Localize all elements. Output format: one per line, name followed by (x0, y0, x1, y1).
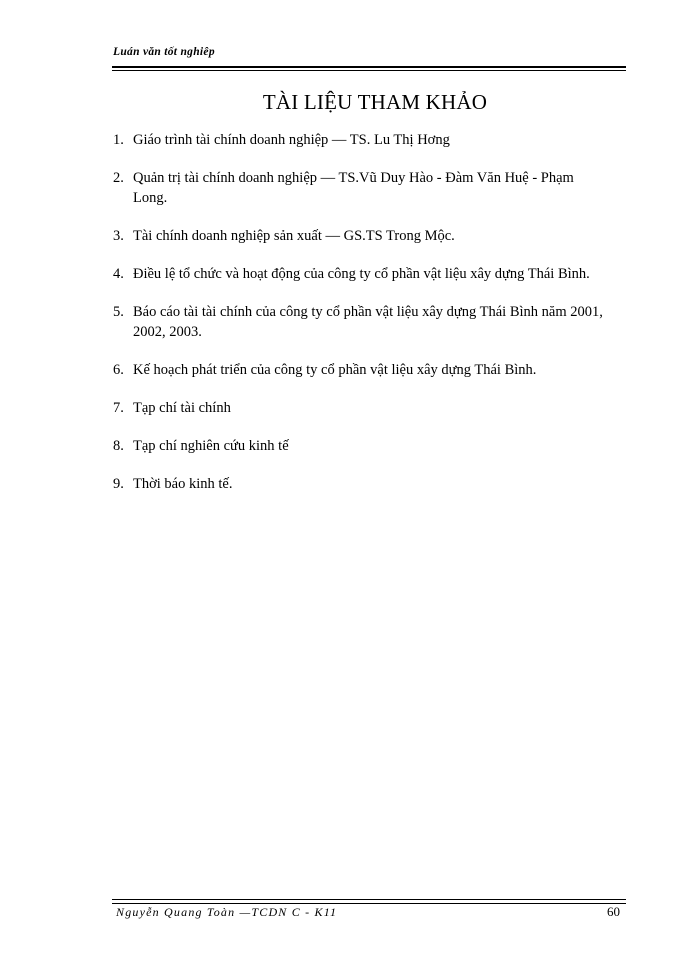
reference-item (113, 436, 603, 456)
reference-number: 7. (113, 400, 124, 416)
reference-list (113, 130, 603, 512)
reference-number: 4. (113, 266, 124, 282)
reference-item (113, 264, 603, 284)
reference-number: 9. (113, 476, 124, 492)
reference-number: 2. (113, 170, 124, 186)
reference-text: Giáo trình tài chính doanh nghiệp — TS. Lu Thị Hơng (133, 132, 450, 148)
footer-rule-top (112, 899, 626, 900)
reference-item (113, 226, 603, 246)
reference-text: Báo cáo tài tài chính của công ty cổ phần vật liệu xây dựng Thái Bình năm 2001, 2002, 2003. (133, 304, 603, 340)
running-header: Luán văn tốt nghiêp (113, 46, 215, 58)
reference-text: Điều lệ tổ chức và hoạt động của công ty cổ phần vật liệu xây dựng Thái Bình. (133, 266, 590, 282)
reference-item (113, 398, 603, 418)
reference-item (113, 474, 603, 494)
reference-text: Quản trị tài chính doanh nghiệp — TS.Vũ Duy Hào - Đàm Văn Huệ - Phạm Long. (133, 170, 574, 206)
footer-rule-bottom (112, 903, 626, 904)
reference-number: 1. (113, 132, 124, 148)
reference-number: 8. (113, 438, 124, 454)
footer-author: Nguyễn Quang Toàn —TCDN C - K11 (116, 905, 338, 919)
reference-text: Tạp chí nghiên cứu kinh tế (133, 438, 289, 454)
reference-item (113, 130, 603, 150)
header-rule-thin (112, 70, 626, 71)
reference-item (113, 168, 603, 208)
reference-text: Kế hoạch phát triển của công ty cổ phần vật liệu xây dựng Thái Bình. (133, 362, 537, 378)
page-number: 60 (607, 904, 620, 919)
reference-item (113, 360, 603, 380)
reference-number: 3. (113, 228, 124, 244)
reference-text: Tạp chí tài chính (133, 400, 231, 416)
reference-item (113, 302, 603, 342)
reference-number: 5. (113, 304, 124, 320)
reference-number: 6. (113, 362, 124, 378)
reference-text: Thời báo kinh tế. (133, 476, 233, 492)
header-rule-thick (112, 66, 626, 68)
page-title: TÀI LIỆU THAM KHẢO (262, 90, 488, 114)
reference-text: Tài chính doanh nghiệp sản xuất — GS.TS Trong Mộc. (133, 228, 455, 244)
